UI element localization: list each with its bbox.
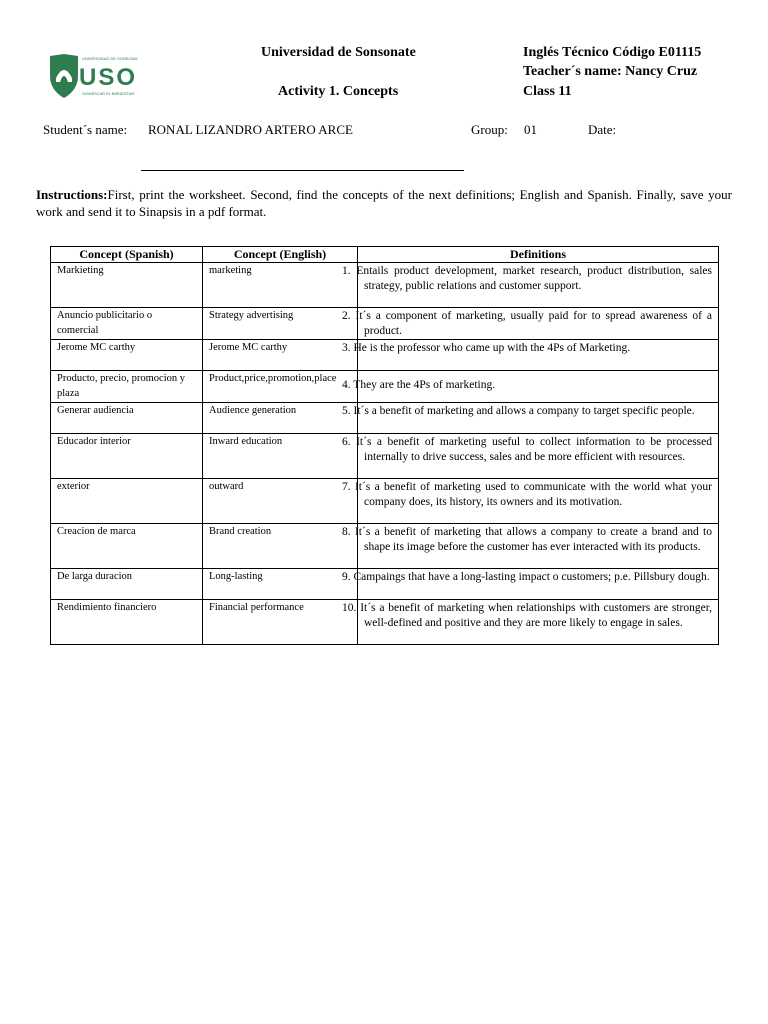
concept-english-cell: Strategy advertising [203, 308, 358, 340]
logo-motto: SIGNIFICAR EL BIENESTAR [82, 91, 135, 96]
definition-cell: 10. It´s a benefit of marketing when relationships with customers are stronger, well-defined and positive and they are more likely to engage in sales. [358, 600, 719, 645]
logo-small-text: UNIVERSIDAD DE SONSONATE [82, 56, 138, 61]
instructions-text: First, print the worksheet. Second, find the concepts of the next definitions; English and Spanish. Finally, save your work and send it to Sinapsis in a pdf format. [36, 187, 732, 219]
definition-cell: 9. Campaings that have a long-lasting impact o customers; p.e. Pillsbury dough. [358, 569, 719, 600]
concept-spanish-cell: Markieting [51, 263, 203, 308]
definition-cell: 5. It´s a benefit of marketing and allows a company to target specific people. [358, 403, 719, 434]
definition-cell: 2. It´s a component of marketing, usually paid for to spread awareness of a product. [358, 308, 719, 340]
course-code: Inglés Técnico Código E01115 [523, 45, 702, 60]
concept-english-cell: Audience generation [203, 403, 358, 434]
concept-spanish-cell: Anuncio publicitario o comercial [51, 308, 203, 340]
table-row [51, 434, 719, 479]
table-row [51, 524, 719, 569]
definition-cell: 1. Entails product development, market research, product distribution, sales strategy, public relations and customer support. [358, 263, 719, 308]
table-row [51, 479, 719, 524]
concept-spanish-cell: Jerome MC carthy [51, 340, 203, 371]
header-definitions: Definitions [358, 247, 719, 263]
date-label: Date: [588, 122, 617, 137]
name-underline [141, 170, 464, 171]
instructions [36, 186, 732, 220]
instructions-label: Instructions: [36, 187, 108, 202]
group-label: Group: [471, 122, 508, 137]
concept-spanish-cell: De larga duracion [51, 569, 203, 600]
concept-english-cell: Financial performance [203, 600, 358, 645]
table-row [51, 308, 719, 340]
concept-english-cell: Brand creation [203, 524, 358, 569]
definition-cell: 7. It´s a benefit of marketing used to communicate with the world what your company does, its history, its owners and its motivation. [358, 479, 719, 524]
table-row [51, 600, 719, 645]
university-logo [46, 52, 138, 100]
table-row [51, 403, 719, 434]
concept-english-cell: Long-lasting [203, 569, 358, 600]
definition-cell: 6. It´s a benefit of marketing useful to collect information to be processed internally to drive success, sales and be more efficient with resources. [358, 434, 719, 479]
concept-english-cell: Product,price,promotion,place [203, 371, 358, 403]
concept-english-cell: Jerome MC carthy [203, 340, 358, 371]
university-name: Universidad de Sonsonate [261, 45, 416, 60]
teacher-name: Teacher´s name: Nancy Cruz [523, 64, 698, 79]
definition-cell: 3. He is the professor who came up with the 4Ps of Marketing. [358, 340, 719, 371]
concept-spanish-cell: exterior [51, 479, 203, 524]
class-number: Class 11 [523, 84, 572, 99]
concept-english-cell: marketing [203, 263, 358, 308]
table-row [51, 340, 719, 371]
concept-english-cell: Inward education [203, 434, 358, 479]
logo-letters: USO [79, 64, 138, 91]
definition-cell: 4. They are the 4Ps of marketing. [358, 371, 719, 403]
concept-spanish-cell: Producto, precio, promocion y plaza [51, 371, 203, 403]
concept-spanish-cell: Educador interior [51, 434, 203, 479]
header-concept-english: Concept (English) [203, 247, 358, 263]
header-concept-spanish: Concept (Spanish) [51, 247, 203, 263]
activity-title: Activity 1. Concepts [278, 84, 399, 99]
group-value: 01 [524, 122, 537, 137]
concept-spanish-cell: Rendimiento financiero [51, 600, 203, 645]
table-header-row [51, 247, 719, 263]
concepts-table [50, 246, 719, 645]
table-row [51, 371, 719, 403]
table-row [51, 263, 719, 308]
student-name-value: RONAL LIZANDRO ARTERO ARCE [148, 122, 353, 137]
definition-cell: 8. It´s a benefit of marketing that allows a company to create a brand and to shape its image before the customer has ever interacted with its products. [358, 524, 719, 569]
table-row [51, 569, 719, 600]
concept-spanish-cell: Creacion de marca [51, 524, 203, 569]
concept-spanish-cell: Generar audiencia [51, 403, 203, 434]
concept-english-cell: outward [203, 479, 358, 524]
student-name-label: Student´s name: [43, 122, 128, 137]
